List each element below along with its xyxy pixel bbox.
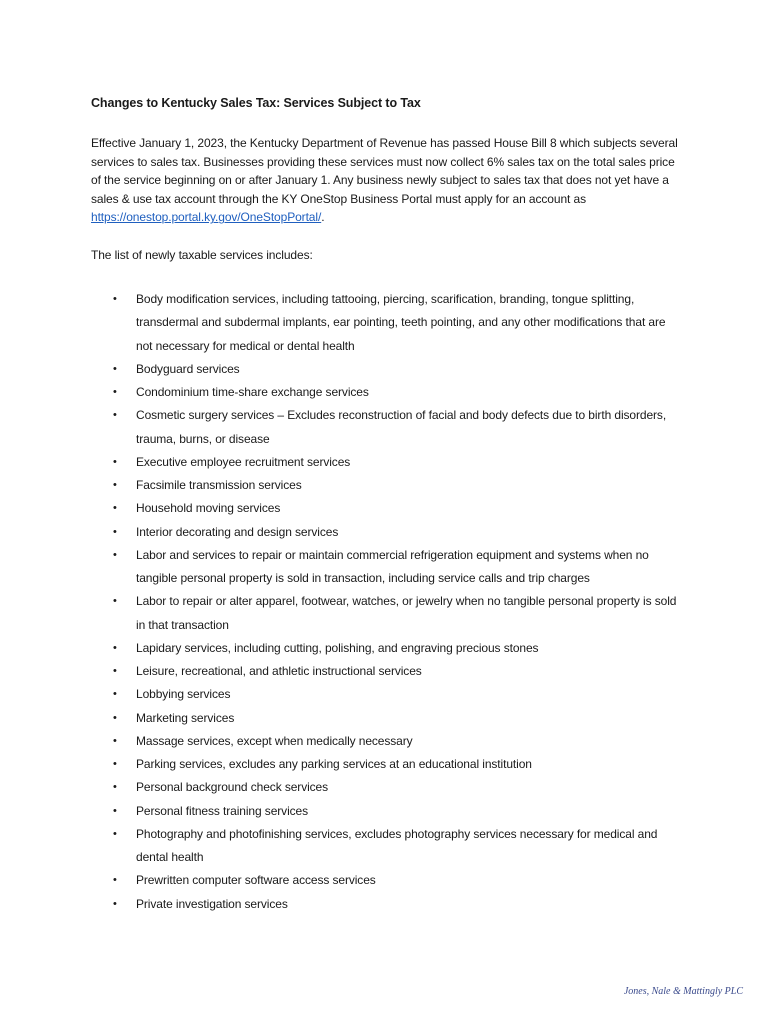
list-item [110,753,682,776]
intro-text: Effective January 1, 2023, the Kentucky Department of Revenue has passed House Bill 8 which subjects several services to sales tax. Businesses providing these services must now collect 6% sales tax on the total sales price of the service beginning on or after January 1. Any business newly subject to sales tax that does not yet have a sales & use tax account through the KY OneStop Business Portal must apply for an account as [91,136,678,206]
bullet-icon: • [113,804,117,817]
list-item [110,776,682,799]
list-item [110,683,682,706]
list-item [110,288,682,358]
service-text: Leisure, recreational, and athletic instructional services [136,664,422,678]
service-text: Labor to repair or alter apparel, footwear, watches, or jewelry when no tangible personal property is sold in that transaction [136,594,677,632]
bullet-icon: • [113,293,117,305]
service-text: Condominium time-share exchange services [136,385,369,399]
service-text: Marketing services [136,710,235,725]
list-item [110,660,682,683]
list-item [110,521,682,544]
list-item [110,497,682,520]
bullet-icon: • [113,595,117,608]
service-text: Cosmetic surgery services – Excludes reconstruction of facial and body defects due to birth disorders, trauma, burns, or disease [136,408,667,446]
intro-end: . [321,210,325,225]
list-item [110,590,682,637]
list-item [110,474,682,497]
service-text: Labor and services to repair or maintain commercial refrigeration equipment and systems when no tangible personal property is sold in transaction, including service calls and trip charges [136,547,649,585]
service-text: Interior decorating and design services [136,524,339,539]
list-item [110,893,682,916]
bullet-icon: • [113,455,117,468]
service-text: Massage services, except when medically necessary [136,733,413,748]
bullet-icon: • [113,409,117,422]
service-text: Personal background check services [136,780,329,795]
bullet-icon: • [113,874,117,887]
list-item [110,637,682,660]
list-item [110,823,682,870]
list-item [110,869,682,892]
bullet-icon: • [113,665,117,677]
list-item [110,544,682,591]
bullet-icon: • [113,758,117,770]
list-item [110,381,682,404]
bullet-icon: • [113,641,117,654]
list-item [110,730,682,753]
page-title: Changes to Kentucky Sales Tax: Services Subject to Tax [91,96,421,110]
list-item [110,451,682,474]
intro-paragraph [91,134,681,227]
list-item [110,404,682,451]
service-text: Bodyguard services [136,361,240,376]
onestop-portal-link[interactable]: https://onestop.portal.ky.gov/OneStopPortal/ [91,210,322,225]
bullet-icon: • [113,688,117,701]
bullet-icon: • [113,734,117,747]
bullet-icon: • [113,781,117,794]
bullet-icon: • [113,479,117,491]
bullet-icon: • [113,827,117,840]
service-text: Body modification services, including tattooing, piercing, scarification, branding, tongue splitting, transdermal and subdermal implants, ear pointing, teeth pointing, and any other modifications that are not necessary for medical or dental health [136,292,666,353]
service-text: Facsimile transmission services [136,478,302,492]
service-text: Photography and photofinishing services, excludes photography services necessary for medical and dental health [136,826,658,864]
bullet-icon: • [113,525,117,538]
service-text: Household moving services [136,501,281,516]
bullet-icon: • [113,362,117,375]
bullet-icon: • [113,897,117,910]
footer-firm-name: Jones, Nale & Mattingly PLC [623,986,743,997]
service-text: Private investigation services [136,896,288,911]
taxable-services-list [110,288,682,916]
bullet-icon: • [113,502,117,515]
service-text: Lobbying services [136,687,231,702]
service-text: Lapidary services, including cutting, polishing, and engraving precious stones [136,640,539,655]
list-item [110,358,682,381]
service-text: Executive employee recruitment services [136,454,351,469]
bullet-icon: • [113,548,117,561]
bullet-icon: • [113,711,117,724]
service-text: Personal fitness training services [136,803,309,818]
list-item [110,707,682,730]
service-text: Parking services, excludes any parking services at an educational institution [136,757,532,771]
list-intro: The list of newly taxable services includes: [91,248,313,262]
list-item [110,800,682,823]
service-text: Prewritten computer software access services [136,873,376,888]
bullet-icon: • [113,386,117,398]
